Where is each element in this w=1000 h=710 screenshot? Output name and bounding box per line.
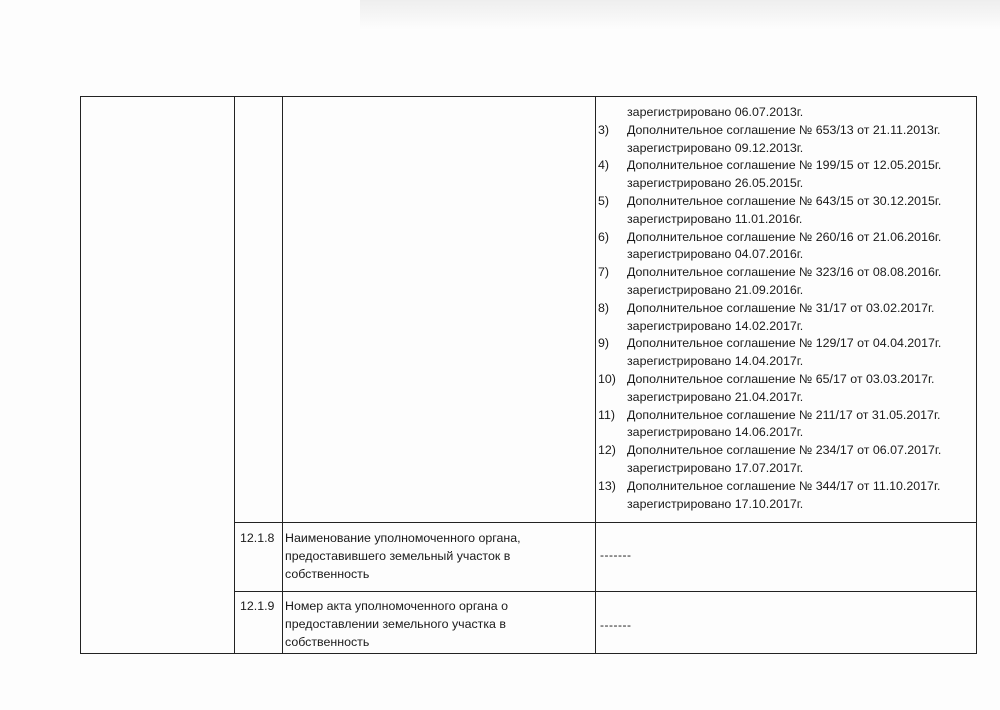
list-item xyxy=(598,264,973,282)
list-item-text: Дополнительное соглашение № 211/17 от 31.05.2017г. xyxy=(627,407,941,422)
list-item-registration: зарегистрировано 17.10.2017г. xyxy=(627,496,804,511)
list-item xyxy=(598,478,973,496)
scan-shadow xyxy=(360,0,1000,30)
list-item-text: Дополнительное соглашение № 653/13 от 21.11.2013г. xyxy=(627,122,941,137)
list-item-text: Дополнительное соглашение № 31/17 от 03.02.2017г. xyxy=(627,300,935,315)
list-item-number: 3) xyxy=(598,122,610,137)
list-item xyxy=(598,157,973,175)
row-label xyxy=(285,598,590,651)
row-code: 12.1.8 xyxy=(240,531,275,545)
list-item-text: Дополнительное соглашение № 260/16 от 21.06.2016г. xyxy=(627,229,942,244)
row-label-line: собственность xyxy=(285,566,370,581)
list-item-number: 4) xyxy=(598,158,610,173)
row-label-line: Наименование уполномоченного органа, xyxy=(285,531,521,545)
list-item-text: Дополнительное соглашение № 234/17 от 06.07.2017г. xyxy=(627,443,942,458)
list-item-text: Дополнительное соглашение № 643/15 от 30.12.2015г. xyxy=(627,193,942,208)
list-item xyxy=(598,407,973,425)
list-item-number: 7) xyxy=(598,265,610,280)
list-item-number: 13) xyxy=(598,478,616,493)
list-item-number: 5) xyxy=(598,193,610,208)
list-item xyxy=(598,193,973,211)
table-row-divider xyxy=(234,591,977,592)
list-item-number: 9) xyxy=(598,336,610,351)
row-code: 12.1.9 xyxy=(240,599,275,613)
list-item-registration: зарегистрировано 14.02.2017г. xyxy=(627,318,804,333)
row-label xyxy=(285,530,590,583)
list-item xyxy=(598,442,973,460)
list-item xyxy=(598,229,973,247)
list-item-registration: зарегистрировано 14.04.2017г. xyxy=(627,354,804,369)
list-item-registration: зарегистрировано 11.01.2016г. xyxy=(627,211,803,226)
list-item-continuation: зарегистрировано 06.07.2013г. xyxy=(627,105,804,119)
list-item-text: Дополнительное соглашение № 323/16 от 08.08.2016г. xyxy=(627,265,942,280)
list-item-text: Дополнительное соглашение № 199/15 от 12.05.2015г. xyxy=(627,158,942,173)
table-column-divider xyxy=(595,96,596,654)
row-value: ------- xyxy=(600,618,632,632)
list-item-registration: зарегистрировано 09.12.2013г. xyxy=(627,140,804,155)
table-column-divider xyxy=(282,96,283,654)
list-item-registration: зарегистрировано 17.07.2017г. xyxy=(627,460,804,475)
row-label-line: Номер акта уполномоченного органа о xyxy=(285,599,509,613)
row-value: ------- xyxy=(600,548,632,562)
list-item xyxy=(598,300,973,318)
list-item-number: 10) xyxy=(598,371,616,386)
row-label-line: собственность xyxy=(285,634,370,649)
list-item-number: 8) xyxy=(598,300,610,315)
list-item-text: Дополнительное соглашение № 344/17 от 11.10.2017г. xyxy=(627,478,941,493)
list-item-registration: зарегистрировано 21.04.2017г. xyxy=(627,389,804,404)
list-item-text: Дополнительное соглашение № 129/17 от 04.04.2017г. xyxy=(627,336,942,351)
row-label-line: предоставившего земельный участок в xyxy=(285,548,511,563)
table-column-divider xyxy=(234,96,235,654)
list-item xyxy=(598,371,973,389)
list-item xyxy=(598,122,973,140)
list-item-registration: зарегистрировано 14.06.2017г. xyxy=(627,425,804,440)
list-item-registration: зарегистрировано 26.05.2015г. xyxy=(627,176,804,191)
list-item xyxy=(598,335,973,353)
list-item-registration: зарегистрировано 21.09.2016г. xyxy=(627,282,804,297)
list-item-text: Дополнительное соглашение № 65/17 от 03.03.2017г. xyxy=(627,371,935,386)
table-row-divider xyxy=(234,522,977,523)
agreements-list xyxy=(598,104,973,513)
row-label-line: предоставлении земельного участка в xyxy=(285,616,506,631)
list-item-number: 11) xyxy=(598,407,615,422)
list-item-number: 12) xyxy=(598,443,616,458)
list-item-number: 6) xyxy=(598,229,610,244)
list-item-registration: зарегистрировано 04.07.2016г. xyxy=(627,247,804,262)
